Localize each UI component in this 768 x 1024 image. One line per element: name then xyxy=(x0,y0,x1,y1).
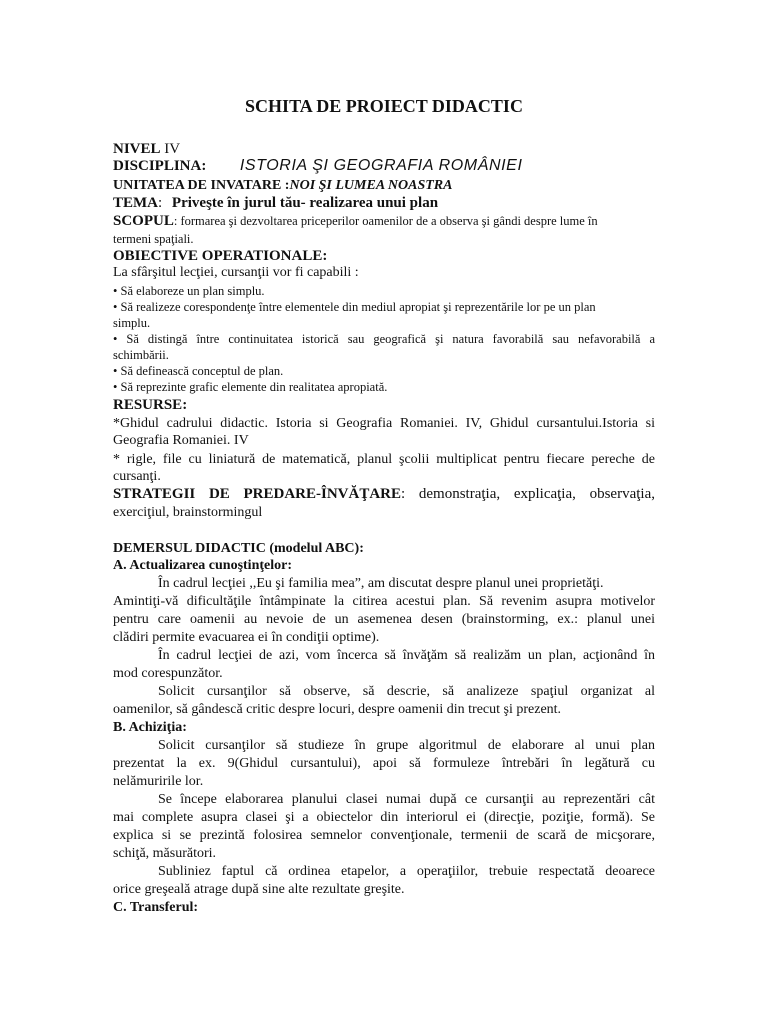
nivel-label: NIVEL xyxy=(113,141,161,157)
section-b-line: mai complete asupra clasei şi a obiectelor din interiorul ei (direcţie, poziţie, formă). Se xyxy=(113,810,655,825)
section-b-line: schiţă, măsurători. xyxy=(113,846,217,861)
disciplina-label: DISCIPLINA: xyxy=(113,158,207,174)
section-a-line: clădiri permite evacuarea ei în condiţii optime). xyxy=(113,630,380,645)
scopul-text-1: : formarea şi dezvoltarea priceperilor oamenilor de a observa şi gândi despre lume în xyxy=(173,214,598,228)
demersul-heading: DEMERSUL DIDACTIC (modelul ABC): xyxy=(113,541,364,556)
obiective-heading: OBIECTIVE OPERATIONALE: xyxy=(113,248,328,264)
obiectiv-item: • Să definească conceptul de plan. xyxy=(113,364,284,378)
section-a-line: În cadrul lecţiei de azi, vom încerca să învăţăm să realizăm un plan, acţionând în xyxy=(158,648,655,663)
unitatea-line xyxy=(113,178,452,194)
section-c-heading: C. Transferul: xyxy=(113,900,199,915)
obiectiv-item: • Să reprezinte grafic elemente din realitatea apropiată. xyxy=(113,380,388,394)
nivel-line xyxy=(113,141,180,157)
section-b-line: orice greşeală atrage după sine alte rezultate greşite. xyxy=(113,882,405,897)
scopul-label: SCOPUL xyxy=(113,213,174,229)
section-a-line: În cadrul lecţiei ,,Eu şi familia mea”, am discutat despre planul unei proprietăţi. xyxy=(158,576,604,591)
disciplina-line xyxy=(113,158,523,174)
section-b-heading: B. Achiziţia: xyxy=(113,720,187,735)
section-a-line: mod corespunzător. xyxy=(113,666,223,681)
section-b-line: Solicit cursanţilor să studieze în grupe algoritmul de elaborare al unui plan xyxy=(158,738,655,753)
nivel-value: IV xyxy=(164,141,181,157)
section-a-line: oamenilor, să gândescă critic despre locuri, despre oamenii din trecut şi prezent. xyxy=(113,702,562,717)
section-a-line: Amintiţi-vă dificultăţile întâmpinate la citirea acestui plan. Să revenim asupra motivelor xyxy=(113,594,655,609)
strategii-text-1: : demonstraţia, explicaţia, observaţia, xyxy=(401,486,655,502)
section-b-line: Subliniez faptul că ordinea etapelor, a operaţiilor, trebuie respectată deoarece xyxy=(158,864,655,879)
strategii-text-2: exerciţiul, brainstormingul xyxy=(113,505,263,520)
tema-line xyxy=(113,195,438,211)
scopul-line xyxy=(113,213,598,230)
obiectiv-item: • Să realizeze corespondenţe între elementele din mediul apropiat şi reprezentările lor pe un plan xyxy=(113,300,596,314)
section-a-line: pentru care oamenii au nevoie de un asemenea desen (brainstorming, ex.: planul unei xyxy=(113,612,655,627)
strategii-label: STRATEGII DE PREDARE-ÎNVĂŢARE xyxy=(113,486,402,502)
section-a-heading: A. Actualizarea cunoştinţelor: xyxy=(113,558,292,573)
obiectiv-item-cont: schimbării. xyxy=(113,348,169,362)
resurse-line: * rigle, file cu liniatură de matematică, planul şcolii multiplicat pentru fiecare pereche de xyxy=(113,452,655,467)
tema-sep: : xyxy=(158,195,163,211)
unitatea-label: UNITATEA DE INVATARE : xyxy=(113,178,290,193)
resurse-line: cursanţi. xyxy=(113,469,161,484)
strategii-line xyxy=(113,486,655,502)
section-a-line: Solicit cursanţilor să observe, să descrie, să analizeze spaţiul organizat al xyxy=(158,684,655,699)
obiectiv-item: • Să distingă între continuitatea istorică sau geografică şi natura favorabilă sau nefavorabilă a xyxy=(113,332,655,346)
resurse-heading: RESURSE: xyxy=(113,397,188,413)
disciplina-value: ISTORIA ŞI GEOGRAFIA ROMÂNIEI xyxy=(239,157,523,174)
section-b-line: nelămuririle lor. xyxy=(113,774,204,789)
section-b-line: prezentat la ex. 9(Ghidul cursantului), apoi să formuleze întrebări în legătură cu xyxy=(113,756,655,771)
obiectiv-item-cont: simplu. xyxy=(113,316,151,330)
page-title: SCHITA DE PROIECT DIDACTIC xyxy=(245,96,523,116)
section-b-line: explica si se prezintă folosirea semnelor convenţionale, termenii de scară de micşorare, xyxy=(113,828,655,843)
tema-value: Priveşte în jurul tău- realizarea unui plan xyxy=(171,195,439,211)
resurse-line: *Ghidul cadrului didactic. Istoria si Geografia Romaniei. IV, Ghidul cursantului.Istoria si xyxy=(113,416,655,431)
scopul-text-2: termeni spaţiali. xyxy=(113,232,194,246)
obiective-intro: La sfârşitul lecţiei, cursanţii vor fi capabili : xyxy=(113,265,359,280)
tema-label: TEMA xyxy=(113,195,158,211)
obiectiv-item: • Să elaboreze un plan simplu. xyxy=(113,284,265,298)
resurse-line: Geografia Romaniei. IV xyxy=(113,433,249,448)
section-b-line: Se începe elaborarea planului clasei numai după ce cursanţii au reprezentări cât xyxy=(158,792,655,807)
unitatea-value: NOI ŞI LUMEA NOASTRA xyxy=(289,178,453,193)
